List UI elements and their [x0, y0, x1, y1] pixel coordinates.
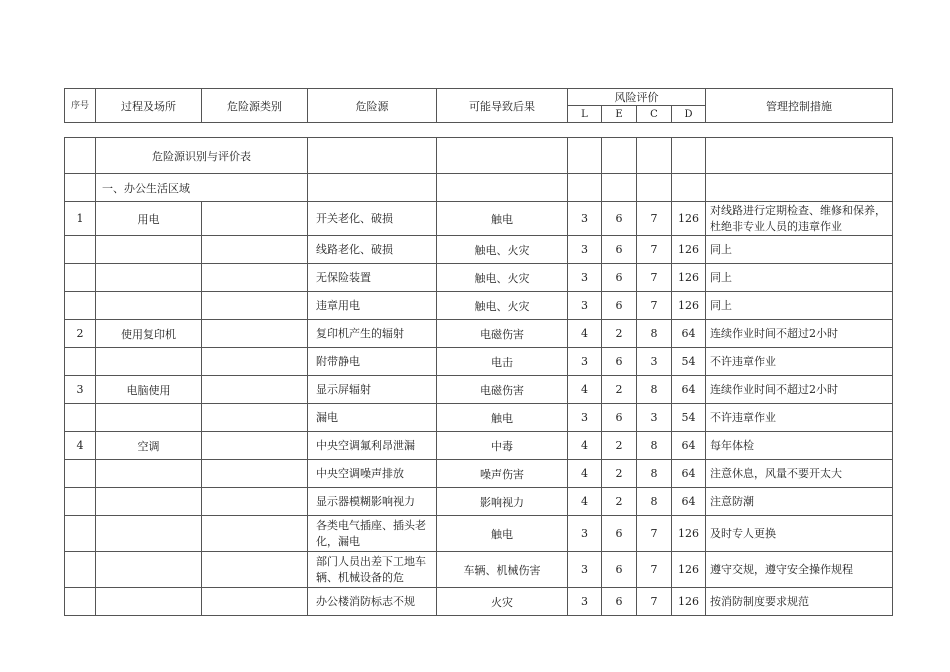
- row-D: 126: [672, 588, 706, 616]
- row-seq: 3: [65, 376, 96, 404]
- row-hazard: 开关老化、破损: [308, 202, 437, 236]
- row-control: 注意防潮: [706, 488, 893, 516]
- table-row: [65, 264, 893, 292]
- row-process: [96, 460, 202, 488]
- row-L: 4: [568, 376, 602, 404]
- row-C: 3: [637, 348, 672, 376]
- row-control: 及时专人更换: [706, 516, 893, 552]
- row-E: 6: [602, 588, 637, 616]
- row-seq: [65, 516, 96, 552]
- row-seq: [65, 488, 96, 516]
- row-C: 7: [637, 236, 672, 264]
- header-E: E: [602, 106, 637, 123]
- row-C: 7: [637, 516, 672, 552]
- row-L: 3: [568, 264, 602, 292]
- row-E: 2: [602, 460, 637, 488]
- table-row: [65, 432, 893, 460]
- row-seq: 2: [65, 320, 96, 348]
- row-process: 用电: [96, 202, 202, 236]
- section-row: [65, 174, 893, 202]
- row-category: [202, 552, 308, 588]
- row-D: 64: [672, 488, 706, 516]
- table-row: [65, 404, 893, 432]
- row-C: 7: [637, 588, 672, 616]
- row-control: 每年体检: [706, 432, 893, 460]
- table-row: [65, 460, 893, 488]
- row-D: 126: [672, 292, 706, 320]
- row-category: [202, 588, 308, 616]
- row-C: 7: [637, 552, 672, 588]
- row-consequence: 电磁伤害: [437, 320, 568, 348]
- row-hazard: 中央空调噪声排放: [308, 460, 437, 488]
- row-consequence: 触电、火灾: [437, 236, 568, 264]
- row-hazard: 违章用电: [308, 292, 437, 320]
- row-category: [202, 348, 308, 376]
- row-L: 3: [568, 348, 602, 376]
- row-C: 3: [637, 404, 672, 432]
- row-L: 3: [568, 588, 602, 616]
- row-process: [96, 488, 202, 516]
- row-category: [202, 236, 308, 264]
- row-control: 同上: [706, 236, 893, 264]
- title-row: [65, 138, 893, 174]
- row-category: [202, 460, 308, 488]
- header-D: D: [672, 106, 706, 123]
- header-risk-eval: 风险评价: [568, 89, 706, 106]
- row-category: [202, 292, 308, 320]
- row-hazard: 中央空调氟利昂泄漏: [308, 432, 437, 460]
- row-control: 同上: [706, 264, 893, 292]
- row-E: 6: [602, 516, 637, 552]
- row-E: 2: [602, 376, 637, 404]
- row-E: 6: [602, 236, 637, 264]
- row-E: 6: [602, 348, 637, 376]
- table-row: [65, 236, 893, 264]
- row-category: [202, 488, 308, 516]
- row-category: [202, 202, 308, 236]
- row-hazard: 办公楼消防标志不规: [308, 588, 437, 616]
- row-E: 6: [602, 202, 637, 236]
- row-hazard: 显示屏辐射: [308, 376, 437, 404]
- table-row: [65, 588, 893, 616]
- row-consequence: 触电、火灾: [437, 264, 568, 292]
- row-seq: [65, 404, 96, 432]
- table-title: 危险源识别与评价表: [96, 138, 308, 174]
- row-D: 64: [672, 460, 706, 488]
- row-process: [96, 348, 202, 376]
- row-L: 3: [568, 404, 602, 432]
- row-control: 按消防制度要求规范: [706, 588, 893, 616]
- row-control: 注意休息，风量不要开太大: [706, 460, 893, 488]
- row-C: 8: [637, 320, 672, 348]
- header-table: [64, 88, 893, 123]
- row-L: 3: [568, 236, 602, 264]
- header-hazard: 危险源: [308, 89, 437, 123]
- row-process: 电脑使用: [96, 376, 202, 404]
- row-consequence: 中毒: [437, 432, 568, 460]
- row-D: 126: [672, 236, 706, 264]
- row-seq: [65, 348, 96, 376]
- row-hazard: 部门人员出差下工地车辆、机械设备的危: [308, 552, 437, 588]
- row-hazard: 漏电: [308, 404, 437, 432]
- row-L: 4: [568, 460, 602, 488]
- row-consequence: 电击: [437, 348, 568, 376]
- row-hazard: 显示器模糊影响视力: [308, 488, 437, 516]
- table-row: [65, 516, 893, 552]
- row-control: 连续作业时间不超过2小时: [706, 320, 893, 348]
- table-row: [65, 552, 893, 588]
- row-E: 2: [602, 488, 637, 516]
- row-hazard: 复印机产生的辐射: [308, 320, 437, 348]
- row-E: 6: [602, 552, 637, 588]
- row-D: 54: [672, 348, 706, 376]
- table-row: [65, 320, 893, 348]
- row-L: 3: [568, 292, 602, 320]
- row-seq: [65, 552, 96, 588]
- row-D: 126: [672, 202, 706, 236]
- row-seq: [65, 292, 96, 320]
- table-row: [65, 348, 893, 376]
- header-consequence: 可能导致后果: [437, 89, 568, 123]
- row-process: [96, 552, 202, 588]
- row-C: 8: [637, 376, 672, 404]
- row-seq: [65, 236, 96, 264]
- header-control: 管理控制措施: [706, 89, 893, 123]
- section-title: 一、办公生活区域: [96, 174, 308, 202]
- row-control: 连续作业时间不超过2小时: [706, 376, 893, 404]
- row-category: [202, 516, 308, 552]
- row-consequence: 触电: [437, 404, 568, 432]
- row-hazard: 无保险装置: [308, 264, 437, 292]
- row-L: 4: [568, 320, 602, 348]
- row-process: [96, 588, 202, 616]
- row-control: 不许违章作业: [706, 348, 893, 376]
- row-process: [96, 516, 202, 552]
- row-seq: [65, 264, 96, 292]
- row-C: 7: [637, 202, 672, 236]
- row-C: 7: [637, 264, 672, 292]
- row-D: 64: [672, 432, 706, 460]
- row-control: 遵守交规，遵守安全操作规程: [706, 552, 893, 588]
- row-category: [202, 320, 308, 348]
- table-row: [65, 202, 893, 236]
- row-E: 2: [602, 432, 637, 460]
- row-consequence: 触电、火灾: [437, 292, 568, 320]
- row-E: 6: [602, 264, 637, 292]
- row-D: 126: [672, 264, 706, 292]
- row-consequence: 触电: [437, 516, 568, 552]
- table-row: [65, 376, 893, 404]
- row-control: 同上: [706, 292, 893, 320]
- row-L: 3: [568, 516, 602, 552]
- row-E: 6: [602, 404, 637, 432]
- header-seq: 序号: [65, 89, 96, 123]
- row-process: [96, 236, 202, 264]
- row-E: 6: [602, 292, 637, 320]
- row-seq: [65, 460, 96, 488]
- row-consequence: 火灾: [437, 588, 568, 616]
- header-category: 危险源类别: [202, 89, 308, 123]
- row-seq: 1: [65, 202, 96, 236]
- row-E: 2: [602, 320, 637, 348]
- row-seq: 4: [65, 432, 96, 460]
- row-L: 3: [568, 202, 602, 236]
- row-D: 64: [672, 320, 706, 348]
- row-D: 126: [672, 552, 706, 588]
- row-L: 3: [568, 552, 602, 588]
- row-L: 4: [568, 432, 602, 460]
- row-D: 54: [672, 404, 706, 432]
- row-D: 64: [672, 376, 706, 404]
- row-consequence: 噪声伤害: [437, 460, 568, 488]
- row-process: 空调: [96, 432, 202, 460]
- row-hazard: 附带静电: [308, 348, 437, 376]
- row-consequence: 影响视力: [437, 488, 568, 516]
- row-C: 8: [637, 488, 672, 516]
- row-process: 使用复印机: [96, 320, 202, 348]
- row-hazard: 线路老化、破损: [308, 236, 437, 264]
- row-consequence: 触电: [437, 202, 568, 236]
- hazard-table: [64, 137, 893, 616]
- row-category: [202, 376, 308, 404]
- row-control: 对线路进行定期检查、维修和保养，杜绝非专业人员的违章作业: [706, 202, 893, 236]
- row-category: [202, 432, 308, 460]
- header-C: C: [637, 106, 672, 123]
- row-process: [96, 264, 202, 292]
- row-hazard: 各类电气插座、插头老化，漏电: [308, 516, 437, 552]
- row-seq: [65, 588, 96, 616]
- row-consequence: 电磁伤害: [437, 376, 568, 404]
- table-row: [65, 488, 893, 516]
- row-L: 4: [568, 488, 602, 516]
- row-process: [96, 404, 202, 432]
- header-L: L: [568, 106, 602, 123]
- row-C: 7: [637, 292, 672, 320]
- row-C: 8: [637, 432, 672, 460]
- row-C: 8: [637, 460, 672, 488]
- row-control: 不许违章作业: [706, 404, 893, 432]
- row-process: [96, 292, 202, 320]
- header-process: 过程及场所: [96, 89, 202, 123]
- row-consequence: 车辆、机械伤害: [437, 552, 568, 588]
- row-category: [202, 264, 308, 292]
- table-row: [65, 292, 893, 320]
- row-category: [202, 404, 308, 432]
- row-D: 126: [672, 516, 706, 552]
